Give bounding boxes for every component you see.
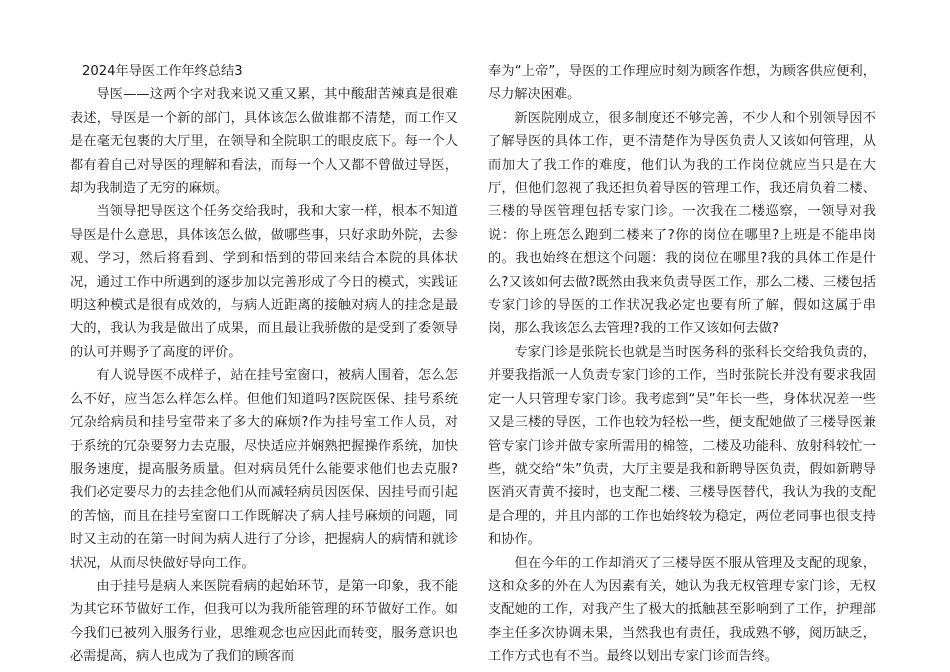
- paragraph: 当领导把导医这个任务交给我时，我和大家一样，根本不知道导医是什么意思，具体该怎么做，做哪些事，只好求助外院，去参观、学习，然后将看到、学到和悟到的带回来结合本院的具体状况，通过工作中所遇到的逐步加以完善形成了今日的模式，实践证明这种模式是很有成效的，与病人近距离的接触对病人的挂念是最大的，我认为我是做出了成果，而且最让我骄傲的是受到了委领导的认可并赐予了高度的评价。: [70, 204, 458, 360]
- paragraph: 但在今年的工作却消灭了三楼导医不服从管理及支配的现象，这和众多的外在人为因素有关，她认为我无权管理专家门诊，无权支配她的工作，对我产生了极大的抵触甚至影响到了工作，护理部李主任多次协调未果，当然我也有责任，我成熟不够，阅历缺乏，工作方式也有不当。最终以划出专家门诊而告终。: [488, 555, 876, 665]
- paragraph: 有人说导医不成样子，站在挂号室窗口，被病人围着，怎么怎么不好，应当怎么样怎么样。但他们知道吗?医院医保、挂号系统冗杂给病员和挂号室带来了多大的麻烦?作为挂号室工作人员，对于系统的冗杂要努力去克服，尽快适应并娴熟把握操作系统，加快服务速度，提高服务质量。但对病员凭什么能要求他们也去克服?我们必定要尽力的去挂念他们从而减轻病员因医保、因挂号而引起的苦恼，而且在挂号室窗口工作既解决了病人挂号麻烦的问题，同时又主动的在第一时间为病人进行了分诊，把握病人的病情和就诊状况，从而尽快做好导向工作。: [70, 368, 458, 571]
- document-title: 2024年导医工作年终总结3: [82, 64, 243, 79]
- left-column: [70, 60, 458, 669]
- paragraph: 导医——这两个字对我来说又重又累，其中酸甜苦辣真是很难表述，导医是一个新的部门，具体该怎么做谁都不清楚，而工作又是在毫无包裹的大厅里，在领导和全院职工的眼皮底下。每一个人都有着自己对导医的理解和看法，而每一个人又都不曾做过导医，却为我制造了无穷的麻烦。: [70, 87, 458, 197]
- paragraph: 新医院刚成立，很多制度还不够完善，不少人和个别领导因不了解导医的具体工作，更不清楚作为导医负责人又该如何管理，从而加大了我工作的难度，他们认为我的工作岗位就应当只是在大厅，但他们忽视了我还担负着导医的管理工作，我还肩负着二楼、三楼的导医管理包括专家门诊。一次我在二楼巡察，一领导对我说：你上班怎么跑到二楼来了?你的岗位在哪里?上班是不能串岗的。我也始终在想这个问题：我的岗位在哪里?我的具体工作是什么?又该如何去做?既然由我来负责导医工作，那么二楼、三楼包括专家门诊的导医的工作状况我必定也要有所了解，假如这属于串岗，那么我该怎么去管理?我的工作又该如何去做?: [488, 110, 876, 337]
- paragraph: 专家门诊是张院长也就是当时医务科的张科长交给我负责的，并要我指派一人负责专家门诊的工作，当时张院长并没有要求我固定一人只管理专家门诊。我考虑到“吴”年长一些，身体状况差一些又是三楼的导医，工作也较为轻松一些，便支配她做了三楼导医兼管专家门诊并做专家所需用的棉签，二楼及功能科、放射科较忙一些，就交给“朱”负责，大厅主要是我和新聘导医负责，假如新聘导医消灭青黄不接时，也支配二楼、三楼导医替代，我认为我的支配是合理的，并且内部的工作也始终较为稳定，两位老同事也很支持和协作。: [488, 344, 876, 548]
- paragraph-continuation: 奉为“上帝”，导医的工作理应时刻为顾客作想，为顾客供应便利，尽力解决困难。: [488, 64, 876, 103]
- right-column: [488, 60, 876, 669]
- paragraph: 由于挂号是病人来医院看病的起始环节，是第一印象，我不能为其它环节做好工作，但我可以为我所能管理的环节做好工作。如今我们已被列入服务行业，思维观念也应因此而转变，服务意识也必需提高，病人也成为了我们的顾客而: [70, 578, 458, 665]
